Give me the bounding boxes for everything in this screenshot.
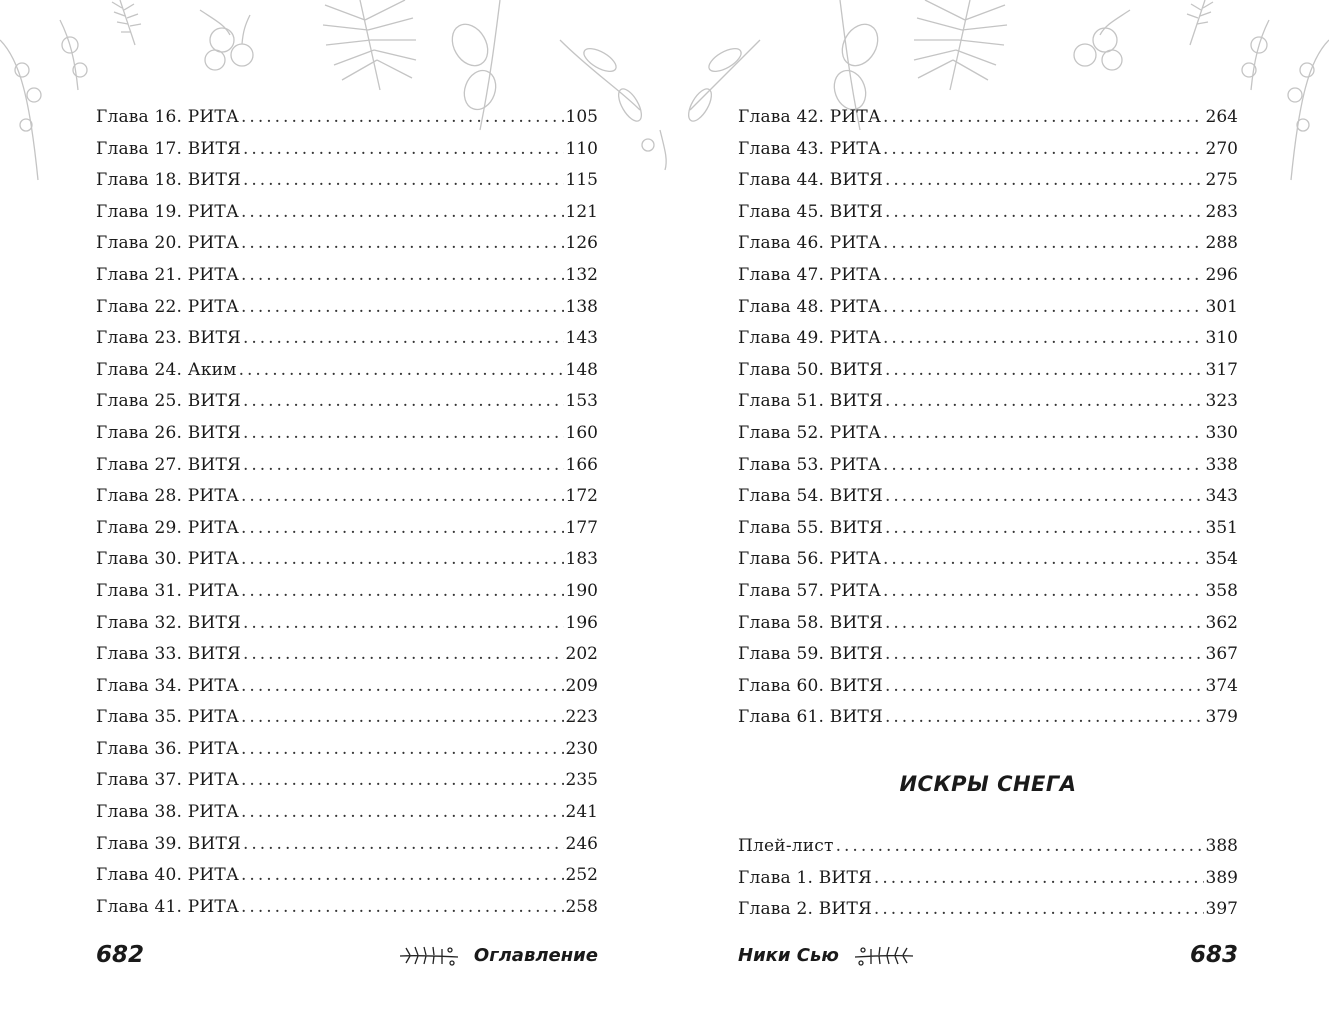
toc-entry-page: 301 [1205, 296, 1238, 317]
toc-entry [96, 260, 598, 292]
toc-entry-label: Глава 29. РИТА [96, 517, 240, 538]
toc-entry-label: Глава 47. РИТА [738, 264, 882, 285]
toc-entry-label: Глава 49. РИТА [738, 328, 882, 349]
toc-entry-label: Глава 26. ВИТЯ [96, 422, 241, 443]
toc-entry-label: Глава 25. ВИТЯ [96, 391, 241, 412]
toc-entry-page: 148 [565, 359, 598, 380]
dot-leader [243, 386, 564, 418]
toc-entry [738, 513, 1238, 545]
dot-leader [885, 639, 1204, 671]
toc-entry-label: Глава 61. ВИТЯ [738, 707, 883, 728]
toc-entry [96, 702, 598, 734]
toc-entry-label: Глава 45. ВИТЯ [738, 201, 883, 222]
toc-entry-page: 241 [565, 802, 598, 823]
toc-entry-page: 110 [565, 138, 598, 159]
dot-leader [243, 323, 564, 355]
toc-entry-page: 138 [565, 296, 598, 317]
dot-leader [241, 228, 564, 260]
dot-leader [883, 102, 1204, 134]
toc-entry [738, 608, 1238, 640]
toc-entry-label: Глава 51. ВИТЯ [738, 391, 883, 412]
toc-entry-page: 252 [565, 865, 598, 886]
toc-entry [96, 892, 598, 924]
toc-entry-page: 143 [565, 328, 598, 349]
toc-entry [96, 639, 598, 671]
toc-entry-label: Глава 43. РИТА [738, 138, 882, 159]
dot-leader [883, 418, 1204, 450]
toc-entry-label: Глава 57. РИТА [738, 580, 882, 601]
toc-entry-page: 374 [1205, 675, 1238, 696]
right-page-toc [738, 102, 1238, 734]
toc-entry-label: Глава 32. ВИТЯ [96, 612, 241, 633]
dot-leader [243, 418, 564, 450]
toc-entry [738, 165, 1238, 197]
laurel-sprig-icon [398, 940, 460, 970]
toc-entry-label: Глава 23. ВИТЯ [96, 328, 241, 349]
toc-entry-label: Глава 19. РИТА [96, 201, 240, 222]
toc-entry-label: Глава 55. ВИТЯ [738, 517, 883, 538]
toc-entry [96, 228, 598, 260]
left-page-footer [96, 938, 598, 972]
dot-leader [883, 228, 1204, 260]
toc-entry [96, 734, 598, 766]
toc-entry-label: Глава 28. РИТА [96, 486, 240, 507]
toc-entry [96, 797, 598, 829]
toc-entry-label: Глава 48. РИТА [738, 296, 882, 317]
toc-entry-page: 172 [565, 486, 598, 507]
toc-entry-label: Глава 39. ВИТЯ [96, 833, 241, 854]
toc-entry [96, 355, 598, 387]
dot-leader [243, 450, 564, 482]
toc-entry-label: Глава 30. РИТА [96, 549, 240, 570]
toc-entry-label: Глава 52. РИТА [738, 422, 882, 443]
toc-entry-label: Глава 20. РИТА [96, 233, 240, 254]
toc-entry-page: 177 [565, 517, 598, 538]
toc-entry-label: Глава 36. РИТА [96, 738, 240, 759]
dot-leader [243, 829, 564, 861]
toc-entry-page: 288 [1205, 233, 1238, 254]
toc-entry [96, 450, 598, 482]
dot-leader [885, 386, 1204, 418]
dot-leader [241, 765, 564, 797]
dot-leader [883, 450, 1204, 482]
dot-leader [243, 608, 564, 640]
toc-entry-page: 202 [565, 644, 598, 665]
toc-entry-page: 283 [1205, 201, 1238, 222]
toc-entry-page: 230 [565, 738, 598, 759]
author-name: Ники Сью [738, 944, 839, 966]
toc-entry-page: 351 [1205, 517, 1238, 538]
toc-entry [96, 608, 598, 640]
toc-entry-page: 330 [1205, 422, 1238, 443]
dot-leader [241, 544, 564, 576]
dot-leader [885, 608, 1204, 640]
toc-entry-page: 115 [565, 170, 598, 191]
toc-entry [738, 197, 1238, 229]
toc-entry-page: 358 [1205, 580, 1238, 601]
toc-entry [738, 639, 1238, 671]
dot-leader [241, 292, 564, 324]
toc-entry-label: Глава 1. ВИТЯ [738, 867, 872, 888]
toc-entry [738, 386, 1238, 418]
toc-entry-page: 367 [1205, 644, 1238, 665]
toc-entry-label: Глава 38. РИТА [96, 802, 240, 823]
toc-entry-page: 388 [1205, 836, 1238, 856]
toc-entry-label: Глава 54. ВИТЯ [738, 486, 883, 507]
toc-entry-page: 183 [565, 549, 598, 570]
toc-entry-page: 338 [1205, 454, 1238, 475]
dot-leader [885, 165, 1204, 197]
dot-leader [883, 323, 1204, 355]
page-number: 682 [96, 942, 145, 968]
toc-entry [738, 863, 1238, 895]
toc-entry-label: Глава 2. ВИТЯ [738, 899, 872, 920]
toc-entry [96, 576, 598, 608]
toc-entry-label: Глава 17. ВИТЯ [96, 138, 241, 159]
dot-leader [883, 134, 1204, 166]
toc-entry-page: 105 [565, 107, 598, 127]
toc-entry-page: 160 [565, 422, 598, 443]
dot-leader [883, 576, 1204, 608]
toc-entry-label: Глава 37. РИТА [96, 770, 240, 791]
dot-leader [241, 734, 564, 766]
toc-entry [96, 829, 598, 861]
dot-leader [239, 355, 564, 387]
dot-leader [241, 197, 564, 229]
dot-leader [885, 671, 1204, 703]
section-toc [738, 831, 1238, 926]
toc-entry [738, 671, 1238, 703]
dot-leader [241, 260, 564, 292]
toc-entry-label: Глава 18. ВИТЯ [96, 170, 241, 191]
toc-entry-page: 209 [565, 675, 598, 696]
toc-entry [96, 418, 598, 450]
toc-entry [738, 102, 1238, 134]
dot-leader [241, 481, 564, 513]
dot-leader [885, 702, 1204, 734]
toc-entry-page: 121 [565, 201, 598, 222]
toc-entry-page: 190 [565, 580, 598, 601]
toc-entry-label: Глава 35. РИТА [96, 707, 240, 728]
toc-entry-page: 343 [1205, 486, 1238, 507]
dot-leader [883, 544, 1204, 576]
dot-leader [243, 134, 564, 166]
dot-leader [241, 892, 564, 924]
toc-entry [96, 765, 598, 797]
toc-entry-label: Глава 31. РИТА [96, 580, 240, 601]
toc-entry [738, 323, 1238, 355]
running-head: Оглавление [473, 944, 598, 966]
toc-entry-page: 223 [565, 707, 598, 728]
dot-leader [874, 894, 1204, 926]
toc-entry-label: Глава 27. ВИТЯ [96, 454, 241, 475]
dot-leader [241, 576, 564, 608]
toc-entry [96, 860, 598, 892]
toc-entry-page: 235 [565, 770, 598, 791]
toc-entry-label: Глава 50. ВИТЯ [738, 359, 883, 380]
toc-entry-page: 166 [565, 454, 598, 475]
toc-entry [96, 544, 598, 576]
toc-entry-page: 379 [1205, 707, 1238, 728]
toc-entry [96, 513, 598, 545]
toc-entry-label: Глава 53. РИТА [738, 454, 882, 475]
toc-entry-page: 153 [565, 391, 598, 412]
toc-entry-page: 196 [565, 612, 598, 633]
toc-entry-page: 270 [1205, 138, 1238, 159]
toc-entry [738, 481, 1238, 513]
dot-leader [241, 671, 564, 703]
toc-entry-page: 323 [1205, 391, 1238, 412]
toc-entry-label: Глава 44. ВИТЯ [738, 170, 883, 191]
section-title: ИСКРЫ СНЕГА [899, 772, 1077, 796]
right-page-footer [738, 938, 1238, 972]
dot-leader [241, 797, 564, 829]
dot-leader [241, 860, 564, 892]
right-page [738, 102, 1238, 920]
toc-entry [738, 544, 1238, 576]
toc-entry-label: Глава 46. РИТА [738, 233, 882, 254]
dot-leader [885, 355, 1204, 387]
toc-entry [738, 894, 1238, 926]
toc-entry [96, 386, 598, 418]
dot-leader [241, 513, 564, 545]
dot-leader [885, 513, 1204, 545]
toc-entry-label: Глава 33. ВИТЯ [96, 644, 241, 665]
toc-entry-page: 317 [1205, 359, 1238, 380]
toc-entry-label: Глава 40. РИТА [96, 865, 240, 886]
toc-entry-label: Плей-лист [738, 836, 834, 856]
toc-entry [96, 102, 598, 134]
toc-entry-page: 275 [1205, 170, 1238, 191]
toc-entry-page: 132 [565, 264, 598, 285]
toc-entry [738, 576, 1238, 608]
toc-entry [96, 292, 598, 324]
toc-entry-page: 258 [565, 896, 598, 917]
toc-entry-page: 389 [1205, 867, 1238, 888]
page-number: 683 [1189, 942, 1238, 968]
toc-entry-page: 296 [1205, 264, 1238, 285]
toc-entry [96, 671, 598, 703]
toc-entry-page: 246 [565, 833, 598, 854]
dot-leader [241, 702, 564, 734]
dot-leader [883, 292, 1204, 324]
laurel-sprig-icon [853, 940, 915, 970]
toc-entry-label: Глава 59. ВИТЯ [738, 644, 883, 665]
toc-entry [738, 418, 1238, 450]
toc-entry-label: Глава 58. ВИТЯ [738, 612, 883, 633]
toc-entry [96, 134, 598, 166]
toc-entry-label: Глава 21. РИТА [96, 264, 240, 285]
toc-entry-page: 362 [1205, 612, 1238, 633]
dot-leader [243, 639, 564, 671]
toc-entry-page: 126 [565, 233, 598, 254]
toc-entry [738, 260, 1238, 292]
dot-leader [885, 197, 1204, 229]
dot-leader [885, 481, 1204, 513]
author-group [738, 940, 915, 970]
running-head-group [398, 940, 598, 970]
toc-entry [96, 481, 598, 513]
toc-entry-label: Глава 22. РИТА [96, 296, 240, 317]
toc-entry [738, 450, 1238, 482]
toc-entry [738, 702, 1238, 734]
toc-entry-page: 354 [1205, 549, 1238, 570]
dot-leader [883, 260, 1204, 292]
toc-entry [738, 355, 1238, 387]
toc-entry [738, 228, 1238, 260]
dot-leader [874, 863, 1204, 895]
toc-entry-label: Глава 42. РИТА [738, 107, 882, 127]
dot-leader [836, 831, 1204, 863]
dot-leader [243, 165, 564, 197]
toc-entry-label: Глава 56. РИТА [738, 549, 882, 570]
toc-entry-label: Глава 24. Аким [96, 359, 237, 380]
toc-entry-page: 397 [1205, 899, 1238, 920]
toc-entry-label: Глава 16. РИТА [96, 107, 240, 127]
toc-entry-page: 264 [1205, 107, 1238, 127]
dot-leader [241, 102, 564, 134]
toc-entry-label: Глава 60. ВИТЯ [738, 675, 883, 696]
left-page-toc [96, 102, 598, 923]
toc-entry [96, 165, 598, 197]
toc-entry-label: Глава 34. РИТА [96, 675, 240, 696]
toc-entry-page: 310 [1205, 328, 1238, 349]
toc-entry [96, 197, 598, 229]
toc-entry [738, 831, 1238, 863]
toc-entry-label: Глава 41. РИТА [96, 896, 240, 917]
toc-entry [738, 292, 1238, 324]
toc-entry [96, 323, 598, 355]
toc-entry [738, 134, 1238, 166]
